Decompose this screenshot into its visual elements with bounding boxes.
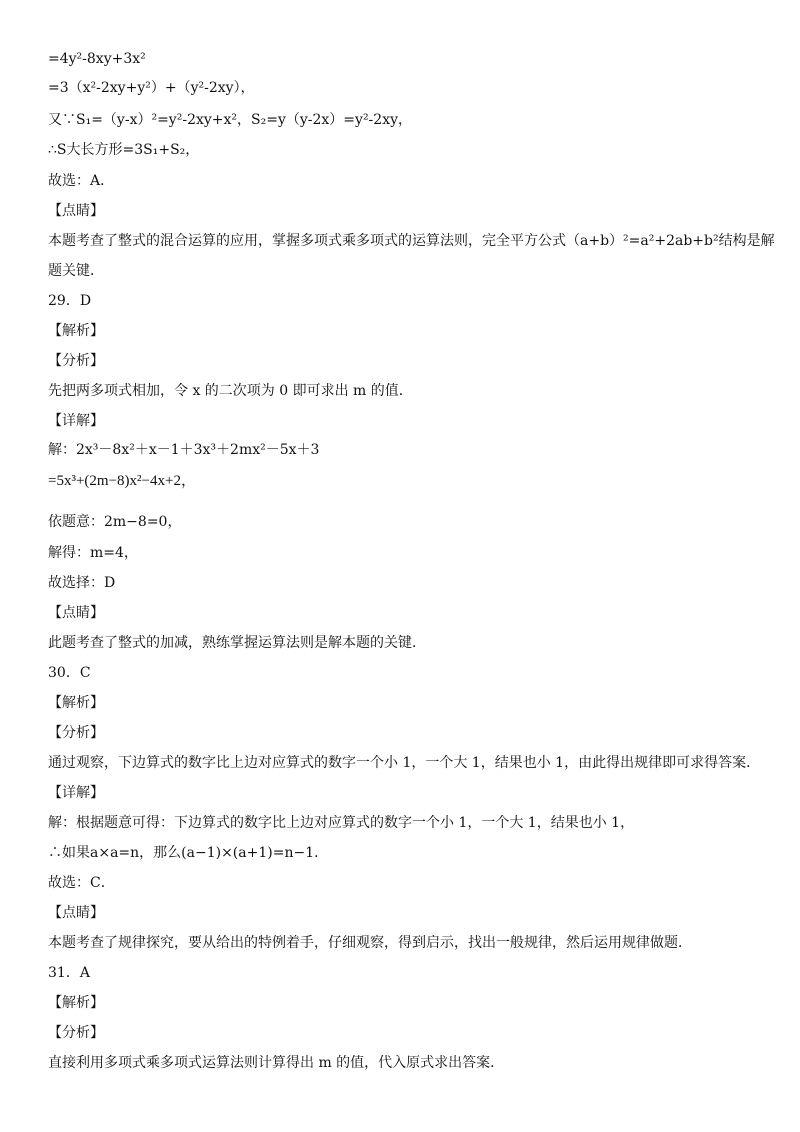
section-heading: 【详解】 [48,413,104,429]
answer-line: 故选：C． [48,875,115,891]
equation-line: =4y²-8xy+3x² [48,51,146,67]
body-text: 本题考查了规律探究，要从给出的特例着手，仔细观察，得到启示，找出一般规律，然后运用规律做题． [48,935,692,951]
section-heading: 【解析】 [48,323,104,339]
section-heading: 【点睛】 [48,203,104,219]
question-number: 31．A [48,965,90,981]
section-heading: 【分析】 [48,725,104,741]
body-text: 解：根据题意可得：下边算式的数字比上边对应算式的数字一个小 1，一个大 1，结果也小 1， [48,815,635,831]
equation-line: =5x³+(2m−8)x²−4x+2， [48,473,196,489]
body-text: 直接利用多项式乘多项式运算法则计算得出 m 的值，代入原式求出答案． [48,1055,505,1071]
answer-line: 故选：A． [48,173,115,189]
question-number: 30．C [48,665,91,681]
body-text: 通过观察，下边算式的数字比上边对应算式的数字一个小 1，一个大 1，结果也小 1，由此得出规律即可求得答案． [48,755,761,771]
equation-line: 解：2x³－8x²＋x－1＋3x³＋2mx²－5x＋3 [48,442,320,458]
equation-line: 解得：m=4， [48,545,138,561]
equation-line: ∴S大长方形=3S₁+S₂， [48,142,200,158]
section-heading: 【分析】 [48,353,104,369]
body-text: 此题考查了整式的加减，熟练掌握运算法则是解本题的关键． [48,635,426,651]
equation-line: =3（x²-2xy+y²）+（y²-2xy）， [48,80,255,96]
equation-line: 又∵S₁=（y-x）²=y²-2xy+x²，S₂=y（y-2x）=y²-2xy， [48,112,412,128]
question-number: 29．D [48,293,92,309]
section-heading: 【解析】 [48,695,104,711]
section-heading: 【详解】 [48,785,104,801]
equation-line: ∴如果a×a=n，那么(a−1)×(a+1)=n−1． [48,845,329,861]
body-text: 本题考查了整式的混合运算的应用，掌握多项式乘多项式的运算法则，完全平方公式（a+b）²=a²+2ab+b²结构是解 [48,233,775,249]
section-heading: 【分析】 [48,1025,104,1041]
answer-line: 故选择：D [48,575,116,591]
section-heading: 【解析】 [48,995,104,1011]
section-heading: 【点睛】 [48,905,104,921]
equation-line: 依题意：2m−8=0， [48,514,182,530]
section-heading: 【点睛】 [48,605,104,621]
body-text: 先把两多项式相加，令 x 的二次项为 0 即可求出 m 的值． [48,383,413,399]
body-text: 题关键． [48,263,104,279]
